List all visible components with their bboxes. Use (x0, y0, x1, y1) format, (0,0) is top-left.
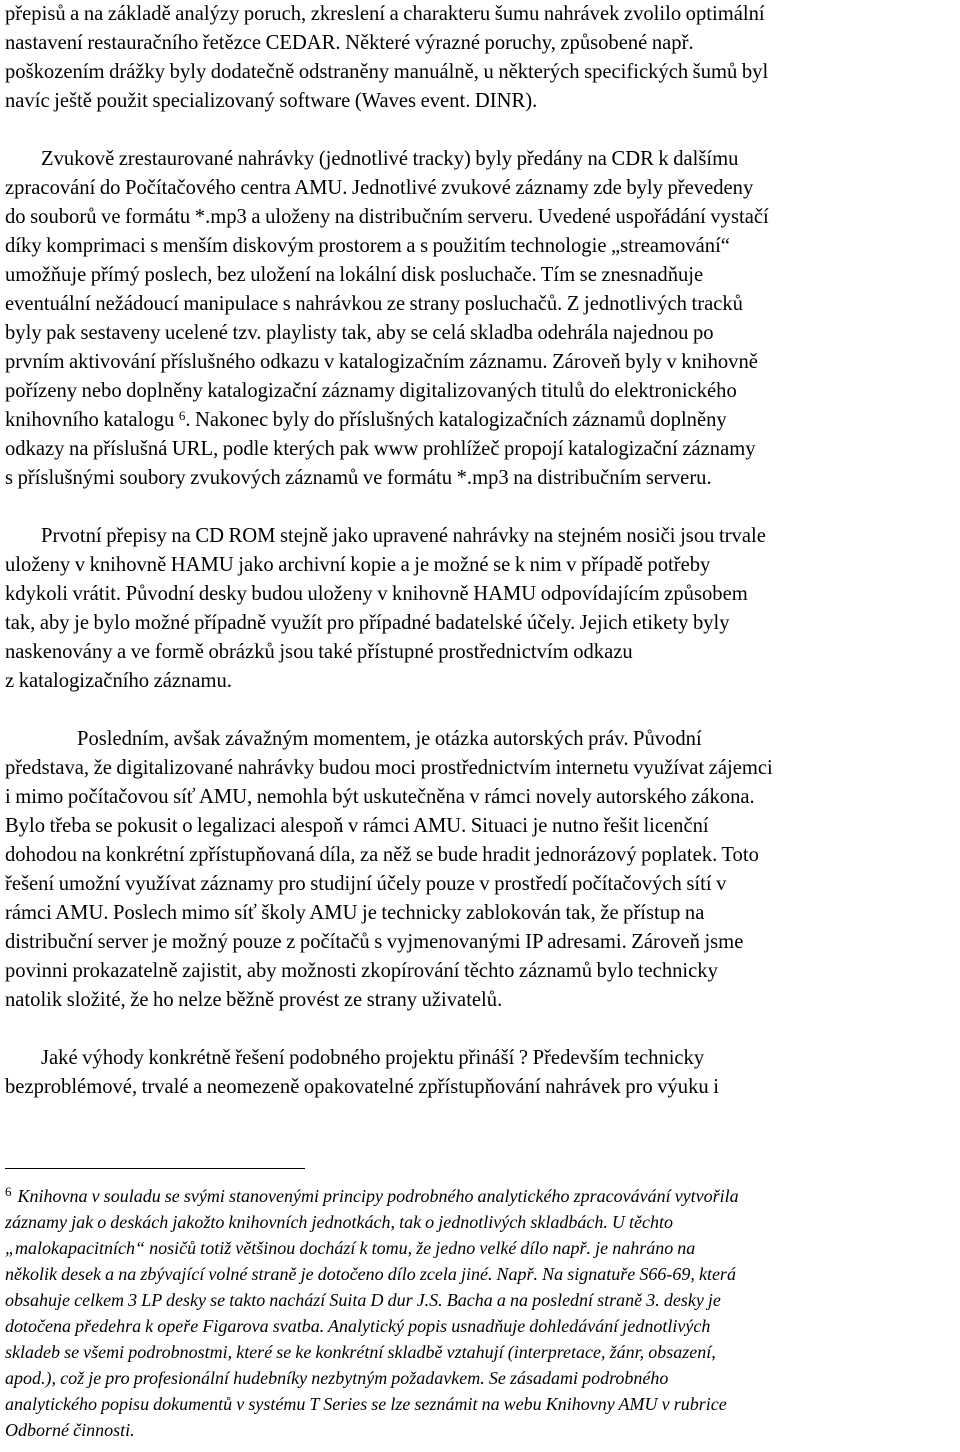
text-line: navíc ještě použit specializovaný software (Waves event. DINR). (5, 90, 538, 112)
text-fragment: knihovního katalogu (5, 409, 179, 431)
text-line: povinni prokazatelně zajistit, aby možnosti zkopírování těchto záznamů bylo technicky (5, 960, 718, 982)
footnote-line: Odborné činnosti. (5, 1420, 135, 1440)
text-line: Jaké výhody konkrétně řešení podobného projektu přináší ? Především technicky (41, 1047, 705, 1069)
text-line: přepisů a na základě analýzy poruch, zkreslení a charakteru šumu nahrávek zvolilo optimální (5, 3, 765, 25)
text-line (5, 406, 957, 435)
paragraph-processing (5, 145, 957, 493)
text-line: Prvotní přepisy na CD ROM stejně jako upravené nahrávky na stejném nosiči jsou trvale (41, 525, 766, 547)
text-line: do souborů ve formátu *.mp3 a uloženy na distribučním serveru. Uvedené uspořádání vystačí (5, 206, 769, 228)
text-line: Zvukově zrestaurované nahrávky (jednotlivé tracky) byly předány na CDR k dalšímu (41, 148, 739, 170)
footnote-line: skladeb se všemi podrobnostmi, které se ke konkrétní skladbě vztahují (interpretace, žánr, obsazení, (5, 1342, 716, 1362)
text-line: pořízeny nebo doplněny katalogizační záznamy digitalizovaných titulů do elektronického (5, 380, 737, 402)
paragraph-archive (5, 522, 957, 696)
text-line: prvním aktivování příslušného odkazu v katalogizačním záznamu. Zároveň byly v knihovně (5, 351, 758, 373)
footnote-reference[interactable]: 6 (178, 408, 186, 423)
text-line: Bylo třeba se pokusit o legalizaci alespoň v rámci AMU. Situaci je nutno řešit licenční (5, 815, 709, 837)
footnote-line: dotočena předehra k opeře Figarova svatba. Analytický popis usnadňuje dohledávání jednotlivých (5, 1316, 711, 1336)
text-line: natolik složité, že ho nelze běžně provést ze strany uživatelů. (5, 989, 503, 1011)
text-line: nastavení restauračního řetězce CEDAR. Některé výrazné poruchy, způsobené např. (5, 32, 694, 54)
footnote-separator (5, 1168, 305, 1169)
text-line: odkazy na příslušná URL, podle kterých pak www prohlížeč propojí katalogizační záznamy (5, 438, 756, 460)
footnote-6 (5, 1183, 957, 1443)
footnote-line: „malokapacitních“ nosičů totiž většinou dochází k tomu, že jedno velké dílo např. je nahráno na (5, 1238, 696, 1258)
text-line: tak, aby je bylo možné případně využít pro případné badatelské účely. Jejich etikety byly (5, 612, 730, 634)
text-line: s příslušnými soubory zvukových záznamů ve formátu *.mp3 na distribučním serveru. (5, 467, 712, 489)
text-line: zpracování do Počítačového centra AMU. Jednotlivé zvukové záznamy zde byly převedeny (5, 177, 754, 199)
text-line: uloženy v knihovně HAMU jako archivní kopie a je možné se k nim v případě potřeby (5, 554, 711, 576)
footnote-line: několik desek a na zbývající volné straně je dotočeno dílo zcela jiné. Např. Na signatuře S66-69, která (5, 1264, 736, 1284)
text-line: díky komprimaci s menším diskovým prostorem a s použitím technologie „streamování“ (5, 235, 730, 257)
text-line: umožňuje přímý poslech, bez uložení na lokální disk posluchače. Tím se znesnadňuje (5, 264, 704, 286)
paragraph-restoration (5, 0, 957, 116)
text-line: Posledním, avšak závažným momentem, je otázka autorských práv. Původní (77, 728, 702, 750)
text-line: dohodou na konkrétní zpřístupňovaná díla, za něž se bude hradit jednorázový poplatek. Toto (5, 844, 759, 866)
text-line: poškozením drážky byly dodatečně odstraněny manuálně, u některých specifických šumů byl (5, 61, 769, 83)
text-fragment: Knihovna v souladu se svými stanovenými principy podrobného analytického zpracovávání vytvořila (17, 1186, 739, 1206)
text-line: byly pak sestaveny ucelené tzv. playlisty tak, aby se celá skladba odehrála najednou po (5, 322, 714, 344)
text-line: eventuální nežádoucí manipulace s nahrávkou ze strany posluchačů. Z jednotlivých tracků (5, 293, 743, 315)
text-line: distribuční server je možný pouze z počítačů s vyjmenovanými IP adresami. Zároveň jsme (5, 931, 744, 953)
text-line: kdykoli vrátit. Původní desky budou uloženy v knihovně HAMU odpovídajícím způsobem (5, 583, 748, 605)
footnote-line: analytického popisu dokumentů v systému T Series se lze seznámit na webu Knihovny AMU v rubrice (5, 1394, 727, 1414)
footnote-mark: 6 (5, 1184, 12, 1199)
document-page (5, 0, 957, 1102)
text-line: i mimo počítačovou síť AMU, nemohla být uskutečněna v rámci novely autorského zákona. (5, 786, 755, 808)
text-line: naskenovány a ve formě obrázků jsou také přístupné prostřednictvím odkazu (5, 641, 633, 663)
paragraph-copyright (5, 725, 957, 1015)
footnote-line: apod.), což je pro profesionální hudebníky nezbytným požadavkem. Se zásadami podrobného (5, 1368, 669, 1388)
paragraph-benefits (5, 1044, 957, 1102)
text-line: rámci AMU. Poslech mimo síť školy AMU je technicky zablokován tak, že přístup na (5, 902, 705, 924)
text-line: představa, že digitalizované nahrávky budou moci prostřednictvím internetu využívat zájemci (5, 757, 773, 779)
footnote-line (5, 1183, 957, 1209)
text-line: bezproblémové, trvalé a neomezeně opakovatelné zpřístupňování nahrávek pro výuku i (5, 1076, 719, 1098)
text-line: řešení umožní využívat záznamy pro studijní účely pouze v prostředí počítačových sítí v (5, 873, 727, 895)
text-line: z katalogizačního záznamu. (5, 670, 232, 692)
footnote-line: záznamy jak o deskách jakožto knihovních jednotkách, tak o jednotlivých skladbách. U těchto (5, 1212, 674, 1232)
text-fragment: . Nakonec byly do příslušných katalogizačních záznamů doplněny (185, 409, 727, 431)
footnote-line: obsahuje celkem 3 LP desky se takto nachází Suita D dur J.S. Bacha a na poslední straně 3. desky je (5, 1290, 721, 1310)
